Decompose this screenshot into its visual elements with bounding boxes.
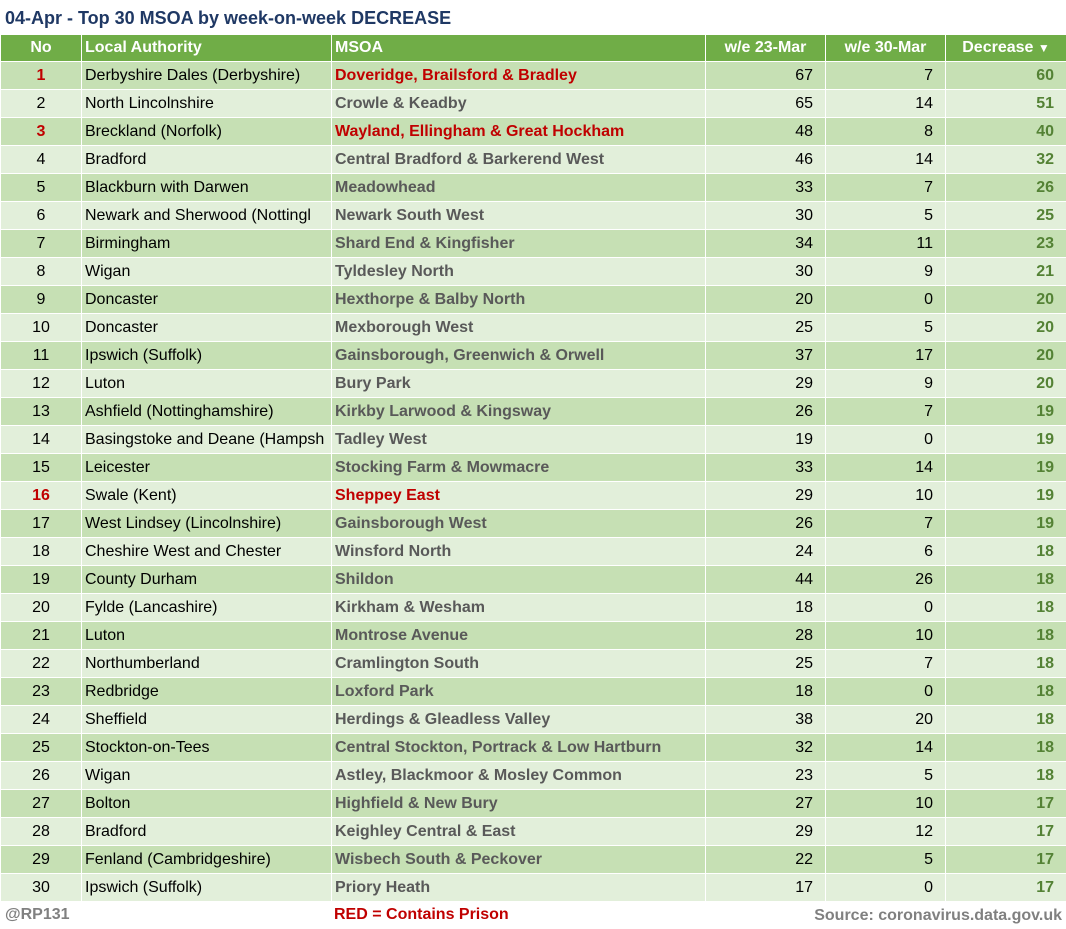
local-authority-cell: Birmingham xyxy=(82,230,332,258)
we-23-mar-cell: 65 xyxy=(706,90,826,118)
table-row xyxy=(1,846,1066,874)
local-authority-cell: Sheffield xyxy=(82,706,332,734)
table-row xyxy=(1,874,1066,902)
we-23-mar-cell: 32 xyxy=(706,734,826,762)
we-23-mar-cell: 26 xyxy=(706,510,826,538)
we-23-mar-cell: 22 xyxy=(706,846,826,874)
we-23-mar-cell: 34 xyxy=(706,230,826,258)
we-30-mar-cell: 9 xyxy=(826,370,946,398)
row-number: 1 xyxy=(1,62,82,90)
msoa-cell: Meadowhead xyxy=(332,174,706,202)
msoa-cell: Highfield & New Bury xyxy=(332,790,706,818)
table-row xyxy=(1,90,1066,118)
msoa-cell: Montrose Avenue xyxy=(332,622,706,650)
msoa-cell: Bury Park xyxy=(332,370,706,398)
row-number: 25 xyxy=(1,734,82,762)
row-number: 11 xyxy=(1,342,82,370)
msoa-cell: Hexthorpe & Balby North xyxy=(332,286,706,314)
we-30-mar-cell: 14 xyxy=(826,146,946,174)
msoa-cell: Newark South West xyxy=(332,202,706,230)
we-23-mar-cell: 33 xyxy=(706,174,826,202)
we-23-mar-cell: 17 xyxy=(706,874,826,902)
local-authority-cell: Derbyshire Dales (Derbyshire) xyxy=(82,62,332,90)
we-23-mar-cell: 20 xyxy=(706,286,826,314)
we-30-mar-cell: 26 xyxy=(826,566,946,594)
decrease-cell: 60 xyxy=(946,62,1066,90)
we-23-mar-cell: 28 xyxy=(706,622,826,650)
report-title: 04-Apr - Top 30 MSOA by week-on-week DECREASE xyxy=(5,8,452,28)
decrease-cell: 23 xyxy=(946,230,1066,258)
we-30-mar-cell: 6 xyxy=(826,538,946,566)
row-number: 2 xyxy=(1,90,82,118)
decrease-cell: 25 xyxy=(946,202,1066,230)
table-row xyxy=(1,538,1066,566)
decrease-cell: 19 xyxy=(946,426,1066,454)
we-30-mar-cell: 7 xyxy=(826,398,946,426)
header-row xyxy=(1,35,1066,62)
footer xyxy=(0,901,1066,929)
decrease-cell: 18 xyxy=(946,678,1066,706)
table-row xyxy=(1,202,1066,230)
msoa-cell: Astley, Blackmoor & Mosley Common xyxy=(332,762,706,790)
row-number: 8 xyxy=(1,258,82,286)
we-30-mar-cell: 0 xyxy=(826,286,946,314)
decrease-cell: 17 xyxy=(946,846,1066,874)
local-authority-cell: Doncaster xyxy=(82,314,332,342)
we-30-mar-cell: 11 xyxy=(826,230,946,258)
we-30-mar-cell: 7 xyxy=(826,174,946,202)
local-authority-cell: Ipswich (Suffolk) xyxy=(82,342,332,370)
row-number: 23 xyxy=(1,678,82,706)
sort-descending-icon[interactable]: ▼ xyxy=(1037,41,1050,55)
we-30-mar-cell: 7 xyxy=(826,62,946,90)
local-authority-cell: Wigan xyxy=(82,762,332,790)
we-30-mar-cell: 10 xyxy=(826,790,946,818)
local-authority-cell: Redbridge xyxy=(82,678,332,706)
header-local-authority: Local Authority xyxy=(82,35,332,62)
we-30-mar-cell: 10 xyxy=(826,622,946,650)
local-authority-cell: North Lincolnshire xyxy=(82,90,332,118)
local-authority-cell: Fylde (Lancashire) xyxy=(82,594,332,622)
table-row xyxy=(1,314,1066,342)
msoa-cell: Shard End & Kingfisher xyxy=(332,230,706,258)
msoa-cell: Central Bradford & Barkerend West xyxy=(332,146,706,174)
local-authority-cell: Fenland (Cambridgeshire) xyxy=(82,846,332,874)
we-23-mar-cell: 46 xyxy=(706,146,826,174)
local-authority-cell: Bradford xyxy=(82,146,332,174)
table-row xyxy=(1,790,1066,818)
we-23-mar-cell: 19 xyxy=(706,426,826,454)
header-decrease-label: Decrease xyxy=(962,39,1034,56)
header-we-23-mar: w/e 23-Mar xyxy=(706,35,826,62)
header-no: No xyxy=(1,35,82,62)
msoa-cell: Wayland, Ellingham & Great Hockham xyxy=(332,118,706,146)
we-23-mar-cell: 25 xyxy=(706,650,826,678)
we-30-mar-cell: 17 xyxy=(826,342,946,370)
we-30-mar-cell: 5 xyxy=(826,314,946,342)
we-30-mar-cell: 12 xyxy=(826,818,946,846)
row-number: 6 xyxy=(1,202,82,230)
we-30-mar-cell: 14 xyxy=(826,454,946,482)
we-30-mar-cell: 20 xyxy=(826,706,946,734)
msoa-cell: Doveridge, Brailsford & Bradley xyxy=(332,62,706,90)
row-number: 30 xyxy=(1,874,82,902)
table-row xyxy=(1,370,1066,398)
we-30-mar-cell: 5 xyxy=(826,846,946,874)
local-authority-cell: Ipswich (Suffolk) xyxy=(82,874,332,902)
local-authority-cell: Breckland (Norfolk) xyxy=(82,118,332,146)
row-number: 19 xyxy=(1,566,82,594)
decrease-cell: 21 xyxy=(946,258,1066,286)
table-row xyxy=(1,650,1066,678)
local-authority-cell: Stockton-on-Tees xyxy=(82,734,332,762)
decrease-cell: 18 xyxy=(946,706,1066,734)
decrease-cell: 17 xyxy=(946,818,1066,846)
decrease-cell: 51 xyxy=(946,90,1066,118)
decrease-cell: 20 xyxy=(946,370,1066,398)
table-row xyxy=(1,286,1066,314)
decrease-cell: 20 xyxy=(946,314,1066,342)
table-row xyxy=(1,426,1066,454)
table-row xyxy=(1,706,1066,734)
we-30-mar-cell: 14 xyxy=(826,90,946,118)
we-23-mar-cell: 38 xyxy=(706,706,826,734)
msoa-cell: Herdings & Gleadless Valley xyxy=(332,706,706,734)
author-handle: @RP131 xyxy=(5,906,70,923)
msoa-cell: Kirkham & Wesham xyxy=(332,594,706,622)
header-decrease[interactable] xyxy=(946,35,1066,62)
we-23-mar-cell: 29 xyxy=(706,370,826,398)
local-authority-cell: Cheshire West and Chester xyxy=(82,538,332,566)
msoa-cell: Sheppey East xyxy=(332,482,706,510)
table-row xyxy=(1,594,1066,622)
we-23-mar-cell: 33 xyxy=(706,454,826,482)
we-23-mar-cell: 18 xyxy=(706,678,826,706)
row-number: 28 xyxy=(1,818,82,846)
decrease-cell: 18 xyxy=(946,734,1066,762)
header-msoa: MSOA xyxy=(332,35,706,62)
table-row xyxy=(1,762,1066,790)
we-23-mar-cell: 23 xyxy=(706,762,826,790)
we-30-mar-cell: 5 xyxy=(826,202,946,230)
row-number: 16 xyxy=(1,482,82,510)
table-row xyxy=(1,678,1066,706)
local-authority-cell: Basingstoke and Deane (Hampsh xyxy=(82,426,332,454)
table-row xyxy=(1,566,1066,594)
decrease-cell: 19 xyxy=(946,398,1066,426)
row-number: 24 xyxy=(1,706,82,734)
we-23-mar-cell: 25 xyxy=(706,314,826,342)
we-23-mar-cell: 24 xyxy=(706,538,826,566)
prison-legend: RED = Contains Prison xyxy=(334,906,509,923)
msoa-cell: Cramlington South xyxy=(332,650,706,678)
msoa-table xyxy=(0,34,1066,902)
decrease-cell: 18 xyxy=(946,566,1066,594)
we-30-mar-cell: 5 xyxy=(826,762,946,790)
row-number: 22 xyxy=(1,650,82,678)
we-30-mar-cell: 14 xyxy=(826,734,946,762)
msoa-cell: Kirkby Larwood & Kingsway xyxy=(332,398,706,426)
row-number: 17 xyxy=(1,510,82,538)
row-number: 13 xyxy=(1,398,82,426)
we-23-mar-cell: 44 xyxy=(706,566,826,594)
table-row xyxy=(1,734,1066,762)
local-authority-cell: Newark and Sherwood (Nottingl xyxy=(82,202,332,230)
local-authority-cell: Luton xyxy=(82,370,332,398)
row-number: 3 xyxy=(1,118,82,146)
we-23-mar-cell: 26 xyxy=(706,398,826,426)
we-23-mar-cell: 48 xyxy=(706,118,826,146)
local-authority-cell: County Durham xyxy=(82,566,332,594)
row-number: 9 xyxy=(1,286,82,314)
we-23-mar-cell: 37 xyxy=(706,342,826,370)
decrease-cell: 26 xyxy=(946,174,1066,202)
local-authority-cell: Northumberland xyxy=(82,650,332,678)
decrease-cell: 17 xyxy=(946,790,1066,818)
local-authority-cell: Blackburn with Darwen xyxy=(82,174,332,202)
msoa-cell: Gainsborough, Greenwich & Orwell xyxy=(332,342,706,370)
table-row xyxy=(1,118,1066,146)
row-number: 26 xyxy=(1,762,82,790)
local-authority-cell: Luton xyxy=(82,622,332,650)
local-authority-cell: Bradford xyxy=(82,818,332,846)
msoa-cell: Wisbech South & Peckover xyxy=(332,846,706,874)
decrease-cell: 19 xyxy=(946,454,1066,482)
row-number: 27 xyxy=(1,790,82,818)
local-authority-cell: Bolton xyxy=(82,790,332,818)
table-row xyxy=(1,482,1066,510)
msoa-cell: Mexborough West xyxy=(332,314,706,342)
we-30-mar-cell: 10 xyxy=(826,482,946,510)
decrease-cell: 18 xyxy=(946,622,1066,650)
msoa-cell: Tadley West xyxy=(332,426,706,454)
table-row xyxy=(1,230,1066,258)
table-row xyxy=(1,146,1066,174)
local-authority-cell: Doncaster xyxy=(82,286,332,314)
local-authority-cell: West Lindsey (Lincolnshire) xyxy=(82,510,332,538)
we-23-mar-cell: 27 xyxy=(706,790,826,818)
table-row xyxy=(1,622,1066,650)
table-row xyxy=(1,510,1066,538)
decrease-cell: 18 xyxy=(946,594,1066,622)
we-30-mar-cell: 9 xyxy=(826,258,946,286)
data-source: Source: coronavirus.data.gov.uk xyxy=(814,907,1062,924)
decrease-cell: 32 xyxy=(946,146,1066,174)
msoa-cell: Tyldesley North xyxy=(332,258,706,286)
table-row xyxy=(1,454,1066,482)
row-number: 14 xyxy=(1,426,82,454)
local-authority-cell: Leicester xyxy=(82,454,332,482)
msoa-cell: Loxford Park xyxy=(332,678,706,706)
decrease-cell: 18 xyxy=(946,762,1066,790)
row-number: 10 xyxy=(1,314,82,342)
row-number: 21 xyxy=(1,622,82,650)
row-number: 29 xyxy=(1,846,82,874)
we-23-mar-cell: 67 xyxy=(706,62,826,90)
we-23-mar-cell: 29 xyxy=(706,482,826,510)
we-30-mar-cell: 8 xyxy=(826,118,946,146)
decrease-cell: 20 xyxy=(946,286,1066,314)
table-row xyxy=(1,398,1066,426)
we-23-mar-cell: 29 xyxy=(706,818,826,846)
we-30-mar-cell: 7 xyxy=(826,510,946,538)
decrease-cell: 20 xyxy=(946,342,1066,370)
msoa-cell: Winsford North xyxy=(332,538,706,566)
msoa-cell: Keighley Central & East xyxy=(332,818,706,846)
decrease-cell: 19 xyxy=(946,482,1066,510)
decrease-cell: 18 xyxy=(946,650,1066,678)
we-23-mar-cell: 18 xyxy=(706,594,826,622)
we-23-mar-cell: 30 xyxy=(706,258,826,286)
row-number: 15 xyxy=(1,454,82,482)
row-number: 7 xyxy=(1,230,82,258)
we-30-mar-cell: 0 xyxy=(826,426,946,454)
decrease-cell: 19 xyxy=(946,510,1066,538)
row-number: 12 xyxy=(1,370,82,398)
msoa-cell: Shildon xyxy=(332,566,706,594)
msoa-cell: Stocking Farm & Mowmacre xyxy=(332,454,706,482)
row-number: 20 xyxy=(1,594,82,622)
we-30-mar-cell: 0 xyxy=(826,594,946,622)
decrease-cell: 17 xyxy=(946,874,1066,902)
table-row xyxy=(1,342,1066,370)
table-row xyxy=(1,174,1066,202)
local-authority-cell: Wigan xyxy=(82,258,332,286)
we-30-mar-cell: 0 xyxy=(826,678,946,706)
we-23-mar-cell: 30 xyxy=(706,202,826,230)
decrease-cell: 40 xyxy=(946,118,1066,146)
msoa-cell: Crowle & Keadby xyxy=(332,90,706,118)
local-authority-cell: Ashfield (Nottinghamshire) xyxy=(82,398,332,426)
msoa-cell: Priory Heath xyxy=(332,874,706,902)
we-30-mar-cell: 7 xyxy=(826,650,946,678)
table-row xyxy=(1,62,1066,90)
decrease-cell: 18 xyxy=(946,538,1066,566)
row-number: 4 xyxy=(1,146,82,174)
row-number: 5 xyxy=(1,174,82,202)
local-authority-cell: Swale (Kent) xyxy=(82,482,332,510)
we-30-mar-cell: 0 xyxy=(826,874,946,902)
msoa-cell: Gainsborough West xyxy=(332,510,706,538)
msoa-cell: Central Stockton, Portrack & Low Hartburn xyxy=(332,734,706,762)
table-row xyxy=(1,258,1066,286)
header-we-30-mar: w/e 30-Mar xyxy=(826,35,946,62)
table-row xyxy=(1,818,1066,846)
row-number: 18 xyxy=(1,538,82,566)
